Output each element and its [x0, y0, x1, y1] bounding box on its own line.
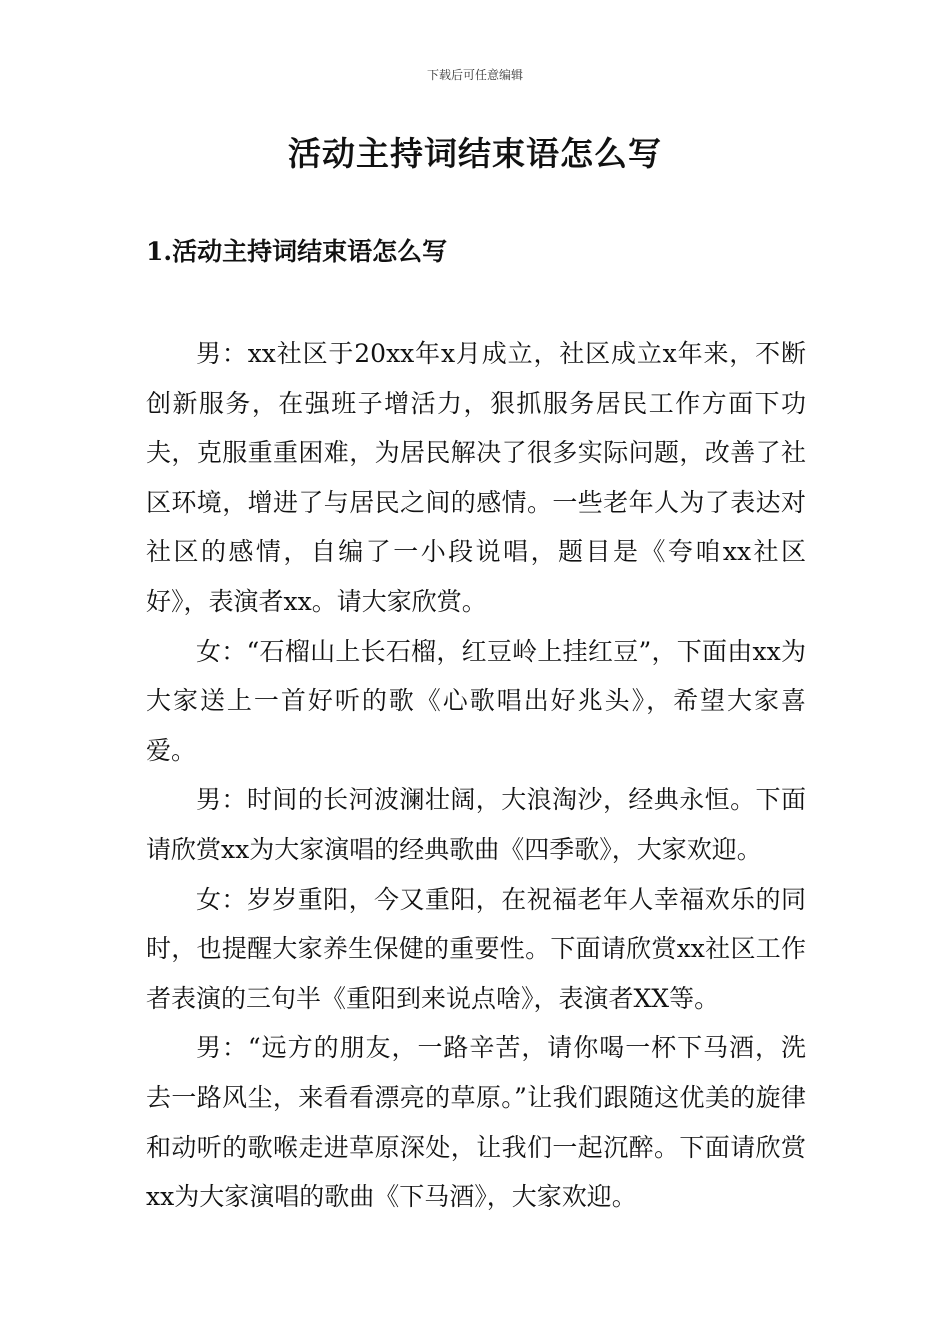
paragraph: 女：岁岁重阳，今又重阳，在祝福老年人幸福欢乐的同时，也提醒大家养生保健的重要性。下面请欣赏xx社区工作者表演的三句半《重阳到来说点啥》，表演者XX等。: [146, 884, 806, 1013]
paragraph: 男：时间的长河波澜壮阔，大浪淘沙，经典永恒。下面请欣赏xx为大家演唱的经典歌曲《四季歌》，大家欢迎。: [146, 785, 806, 864]
paragraph: 女：“石榴山上长石榴，红豆岭上挂红豆”，下面由xx为大家送上一首好听的歌《心歌唱出好兆头》，希望大家喜爱。: [146, 636, 806, 765]
header-note: 下载后可任意编辑: [426, 68, 523, 82]
body-text: [146, 329, 806, 1222]
paragraph: 男：“远方的朋友，一路辛苦，请你喝一杯下马酒，洗去一路风尘，来看看漂亮的草原。”让我们跟随这优美的旋律和动听的歌喉走进草原深处，让我们一起沉醉。下面请欣赏xx为大家演唱的歌曲《下马酒》，大家欢迎。: [146, 1033, 806, 1212]
section-heading: 1.活动主持词结束语怎么写: [146, 237, 448, 266]
paragraph: 男：xx社区于20xx年x月成立，社区成立x年来，不断创新服务，在强班子增活力，狠抓服务居民工作方面下功夫，克服重重困难，为居民解决了很多实际问题，改善了社区环境，增进了与居民之间的感情。一些老年人为了表达对社区的感情，自编了一小段说唱，题目是《夸咱xx社区好》，表演者xx。请大家欣赏。: [146, 339, 806, 616]
document-title: 活动主持词结束语怎么写: [288, 134, 662, 173]
